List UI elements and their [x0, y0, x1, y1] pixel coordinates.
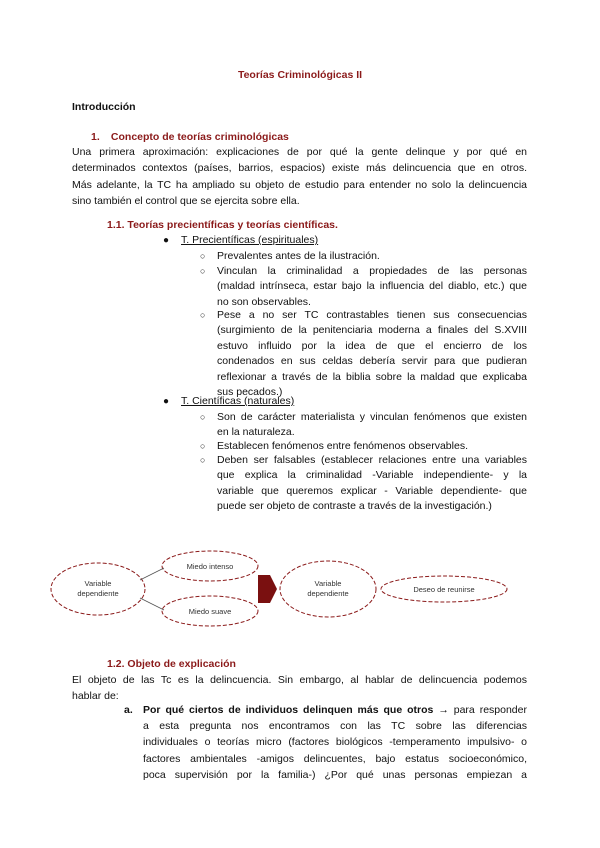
list-item-line: individuales o teorías micro (factores biológicos -temperamento impulsivo- o: [143, 736, 527, 749]
diagram-connector: [140, 568, 164, 580]
sub-bullet-line: (surgimiento de la penitenciaria moderna a finales del S.XVIII: [217, 324, 527, 337]
diagram-label: Miedo intenso: [186, 562, 234, 571]
paragraph-line: Una primera aproximación: explicaciones de por qué la gente delinque y por qué en: [72, 146, 527, 158]
diagram-arrow-icon: [258, 575, 277, 603]
diagram-label: Deseo de reunirse: [413, 585, 475, 594]
circle-bullet-icon: ○: [200, 412, 206, 422]
sub-bullet-line: Establecen fenómenos entre fenómenos observables.: [217, 440, 468, 452]
sub-bullet-line: Prevalentes antes de la ilustración.: [217, 250, 380, 262]
intro-heading: Introducción: [72, 101, 136, 113]
section-1-1-heading: 1.1. Teorías precientíficas y teorías científicas.: [107, 219, 338, 231]
paragraph-line: sino también el control que se ejercita sobre ella.: [72, 195, 300, 208]
variables-diagram: [48, 548, 518, 630]
sub-bullet-line: no son observables.: [217, 295, 311, 308]
sub-bullet-line: puede ser objeto de contraste a través de la investigación.): [217, 500, 492, 513]
sub-bullet-line: Vinculan la criminalidad a propiedades de las personas: [217, 265, 527, 277]
circle-bullet-icon: ○: [200, 441, 206, 451]
sub-bullet-line: reflexionar a través de la biblia sobre la maldad que explicaba: [217, 370, 527, 383]
arrow-icon: →: [438, 704, 449, 716]
section-1-title: Concepto de teorías criminológicas: [110, 131, 289, 143]
section-1-number: 1.: [91, 131, 100, 143]
sub-bullet-line: Son de carácter materialista y vinculan fenómenos que existen: [217, 411, 527, 423]
list-item-text: para responder: [453, 704, 527, 716]
diagram-label: Variable: [84, 579, 112, 588]
bullet-dot-icon: ●: [163, 235, 170, 246]
diagram-connector: [140, 598, 164, 610]
list-item-line: factores ambientales -amigos delincuentes, bajo estatus socioeconómico,: [143, 752, 527, 765]
sub-bullet-line: Deben ser falsables (establecer relaciones entre una variables: [217, 454, 527, 466]
bullet-label: T. Precientíficas (espirituales): [181, 234, 319, 246]
sub-bullet-line: estuvo influido por la idea de que el encierro de los: [217, 339, 527, 352]
list-item-first-line: [143, 702, 527, 718]
list-item-line: a esta pregunta nos encontramos con las TC sobre las diferencias: [143, 720, 527, 733]
list-item-line: poca supervisión por la familia-) ¿Por qué unas personas empiezan a: [143, 768, 527, 781]
page-title: Teorías Criminológicas II: [237, 69, 363, 81]
circle-bullet-icon: ○: [200, 310, 206, 320]
sub-bullet-line: (maldad intrínseca, estar bajo la influencia del diablo, etc.) que: [217, 280, 527, 293]
circle-bullet-icon: ○: [200, 455, 206, 465]
sub-bullet-line: condenados en sus celdas debería servir para que pudieran: [217, 355, 527, 368]
diagram-label: Variable: [314, 579, 342, 588]
section-1-heading: [91, 131, 289, 143]
section-1-2-paragraph: [72, 672, 527, 705]
bullet-dot-icon: ●: [163, 396, 170, 407]
section-1-paragraph: [72, 144, 527, 210]
sub-bullet-line: en la naturaleza.: [217, 426, 295, 439]
paragraph-line: hablar de:: [72, 690, 119, 703]
paragraph-line: El objeto de las Tc es la delincuencia. Sin embargo, al hablar de delincuencia podemos: [72, 674, 527, 686]
sub-bullet-line: sus pecados.): [217, 385, 283, 398]
diagram-label: dependiente: [307, 589, 349, 598]
paragraph-line: determinados contextos (países, barrios, espacios) existe más delincuencia que en otros.: [72, 162, 527, 175]
diagram-label: dependiente: [77, 589, 119, 598]
paragraph-line: Más adelante, la TC ha ampliado su objeto de estudio para entender no solo la delincuencia: [72, 178, 527, 191]
diagram-label: Miedo suave: [188, 607, 232, 616]
circle-bullet-icon: ○: [200, 251, 206, 261]
list-item-bold: Por qué ciertos de individuos delinquen más que otros: [143, 704, 434, 716]
circle-bullet-icon: ○: [200, 266, 206, 276]
section-1-2-heading: 1.2. Objeto de explicación: [107, 658, 236, 670]
sub-bullet-line: variable que queremos explicar - Variable dependiente- que: [217, 484, 527, 497]
sub-bullet-line: que explica la criminalidad -Variable independiente- y la: [217, 469, 527, 482]
list-item-label: a.: [124, 704, 133, 716]
sub-bullet-line: Pese a no ser TC contrastables tienen sus consecuencias: [217, 309, 527, 321]
bullet-label: T. Científicas (naturales): [181, 395, 295, 407]
